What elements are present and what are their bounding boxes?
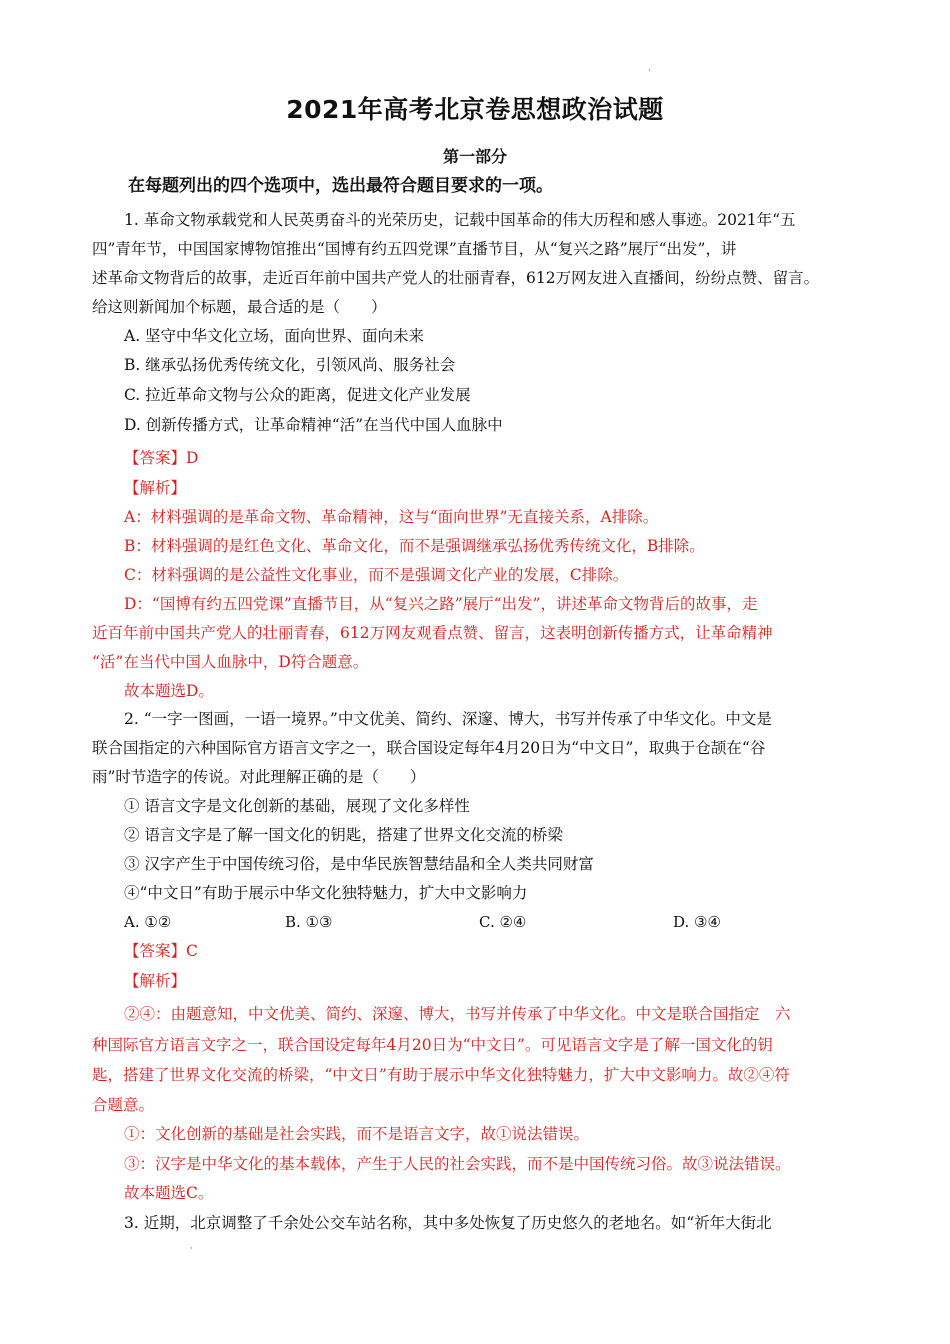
q2-statement: ② 语言文字是了解一国文化的钥匙，搭建了世界文化交流的桥梁 (124, 826, 563, 844)
section-heading: 第一部分 (442, 147, 507, 166)
q2-analysis-line: 匙，搭建了世界文化交流的桥梁，“中文日”有助于展示中华文化独特魅力，扩大中文影响力。故②④符 (92, 1066, 790, 1084)
q2-answer: 【答案】C (124, 942, 198, 960)
q2-statement: ④“中文日”有助于展示中华文化独特魅力，扩大中文影响力 (124, 884, 528, 902)
q2-choice: B. ①③ (285, 913, 333, 931)
q2-choice: C. ②④ (479, 913, 527, 931)
q2-analysis-line: 合题意。 (92, 1096, 155, 1114)
q1-analysis-line: A：材料强调的是革命文物、革命精神，这与“面向世界”无直接关系，A排除。 (124, 508, 659, 526)
q2-analysis-line: ①：文化创新的基础是社会实践，而不是语言文字，故①说法错误。 (124, 1125, 590, 1143)
q2-stem-line: 雨”时节造字的传说。对此理解正确的是（ ） (92, 768, 426, 786)
q2-stem-line: 2. “一字一图画，一语一境界。”中文优美、简约、深邃、博大，书写并传承了中华文化。中文是 (124, 710, 772, 728)
q1-conclusion: 故本题选D。 (124, 682, 214, 700)
q3-stem-line: 3. 近期，北京调整了千余处公交车站名称，其中多处恢复了历史悠久的老地名。如“祈年大街北 (124, 1214, 772, 1232)
q1-option: A. 坚守中华文化立场，面向世界、面向未来 (124, 327, 425, 345)
q2-stem-line: 联合国指定的六种国际官方语言文字之一，联合国设定每年4月20日为“中文日”，取典于仓颉在“谷 (92, 739, 766, 757)
q1-analysis-line: C：材料强调的是公益性文化事业，而不是强调文化产业的发展，C排除。 (124, 566, 629, 584)
q1-analysis-line: D：“国博有约五四党课”直播节目，从“复兴之路”展厅“出发”，讲述革命文物背后的故事，走 (124, 595, 758, 613)
q2-analysis-line: ③：汉字是中华文化的基本载体，产生于人民的社会实践，而不是中国传统习俗。故③说法错误。 (124, 1155, 791, 1173)
page-corner-mark: · (648, 66, 651, 76)
q2-choice: D. ③④ (673, 913, 721, 931)
q1-answer: 【答案】D (124, 449, 199, 467)
q2-conclusion: 故本题选C。 (124, 1184, 214, 1202)
q1-analysis-line: 近百年前中国共产党人的壮丽青春，612万网友观看点赞、留言，这表明创新传播方式，让革命精神 (92, 624, 773, 642)
instruction: 在每题列出的四个选项中，选出最符合题目要求的一项。 (128, 176, 553, 196)
q2-analysis-line: ②④：由题意知，中文优美、简约、深邃、博大，书写并传承了中华文化。中文是联合国指定 六 (124, 1005, 791, 1023)
q2-analysis-label: 【解析】 (124, 972, 187, 990)
q1-stem-line: 给这则新闻加个标题，最合适的是（ ） (92, 298, 387, 316)
q1-option: D. 创新传播方式，让革命精神“活”在当代中国人血脉中 (124, 416, 503, 434)
q2-analysis-line: 种国际官方语言文字之一，联合国设定每年4月20日为“中文日”。可见语言文字是了解一国文化的钥 (92, 1036, 773, 1054)
q1-option: C. 拉近革命文物与公众的距离，促进文化产业发展 (124, 386, 471, 404)
page-corner-mark: · (190, 1244, 193, 1254)
q1-option: B. 继承弘扬优秀传统文化，引领风尚、服务社会 (124, 356, 456, 374)
q1-analysis-line: B：材料强调的是红色文化、革命文化，而不是强调继承弘扬优秀传统文化，B排除。 (124, 537, 705, 555)
q1-analysis-line: “活”在当代中国人血脉中，D符合题意。 (92, 653, 369, 671)
q1-analysis-label: 【解析】 (124, 479, 187, 497)
q2-statement: ③ 汉字产生于中国传统习俗，是中华民族智慧结晶和全人类共同财富 (124, 855, 594, 873)
q2-choice: A. ①② (124, 913, 172, 931)
q2-statement: ① 语言文字是文化创新的基础，展现了文化多样性 (124, 797, 470, 815)
page-title: 2021年高考北京卷思想政治试题 (286, 95, 664, 124)
q1-stem-line: 述革命文物背后的故事，走近百年前中国共产党人的壮丽青春，612万网友进入直播间，纷纷点赞、留言。 (92, 269, 820, 287)
q1-stem-line: 四”青年节，中国国家博物馆推出“国博有约五四党课”直播节目，从“复兴之路”展厅“出发”，讲 (92, 240, 737, 258)
q1-stem-line: 1. 革命文物承载党和人民英勇奋斗的光荣历史，记载中国革命的伟大历程和感人事迹。2021年“五 (124, 211, 796, 229)
